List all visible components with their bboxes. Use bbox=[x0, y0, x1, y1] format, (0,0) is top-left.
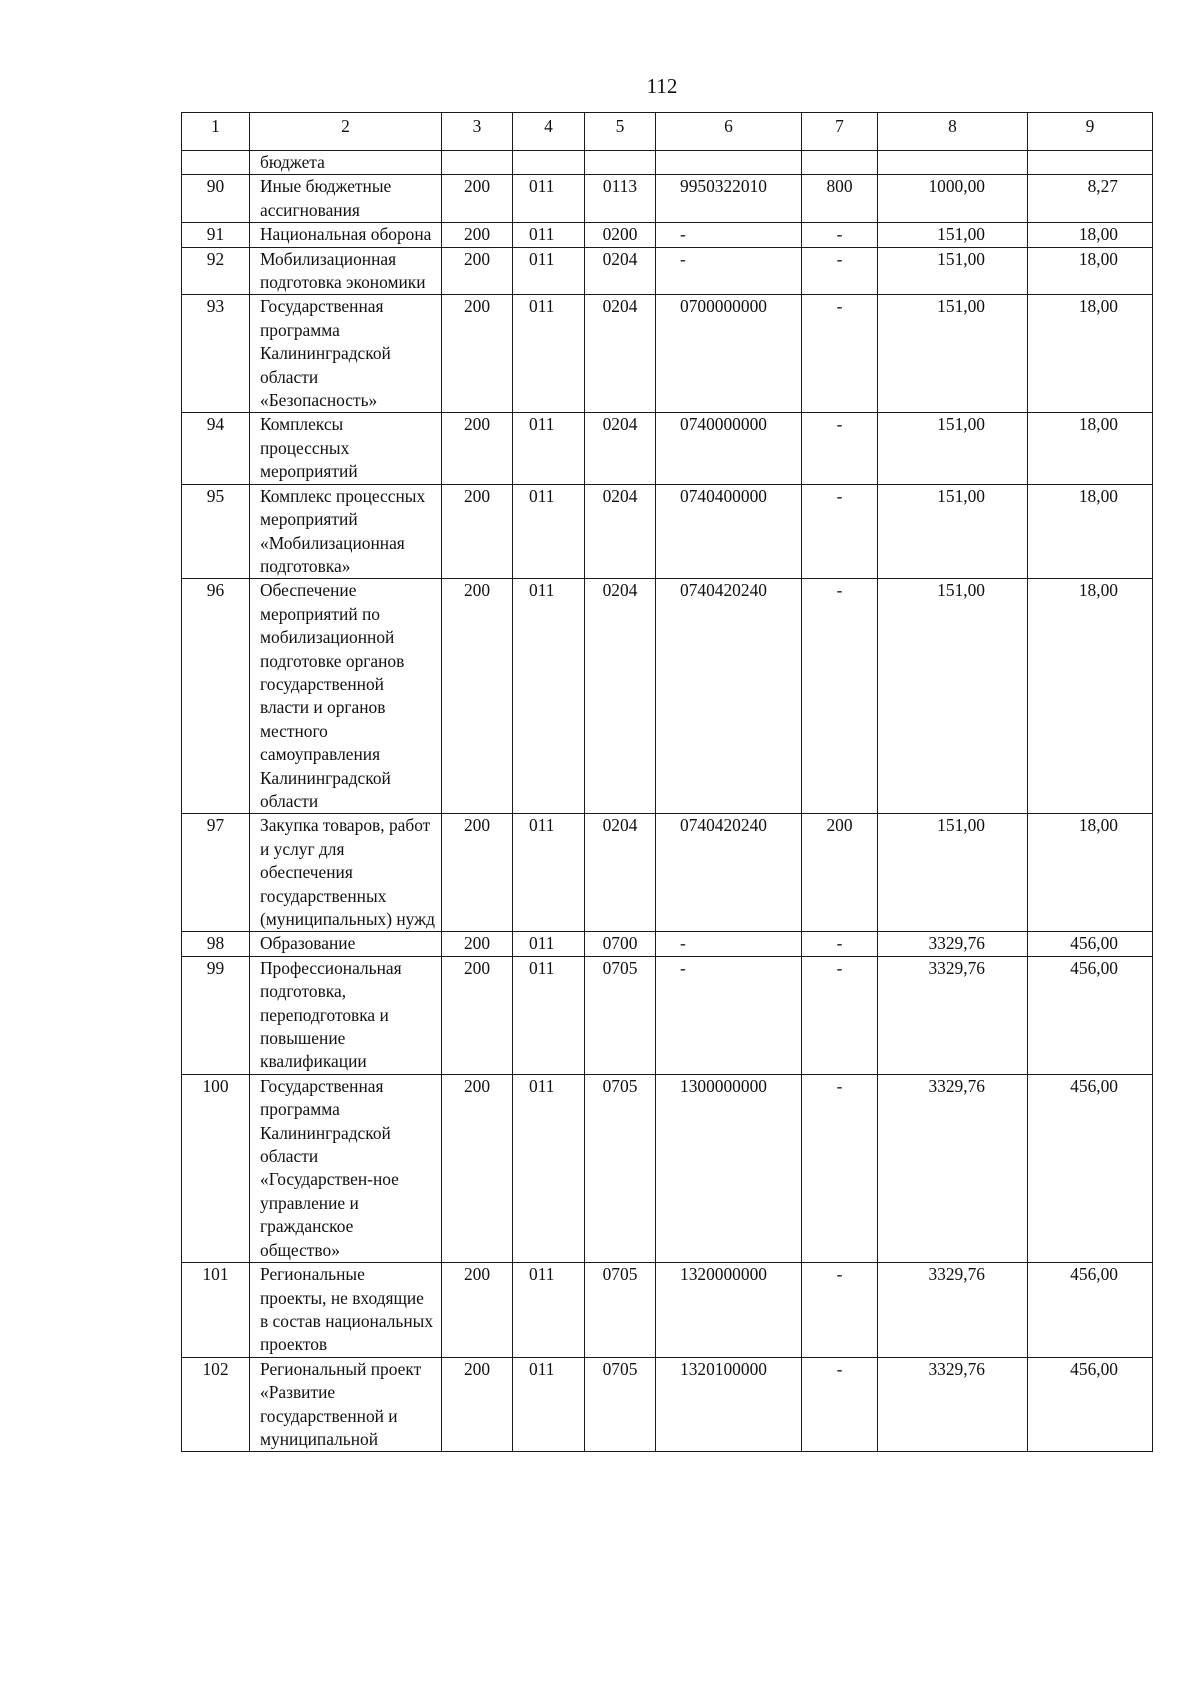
target-article-cell: 0740420240 bbox=[656, 579, 802, 814]
row-number-cell: 99 bbox=[182, 956, 250, 1074]
item-name-cell: Обеспечение мероприятий по мобилизационной подготовке органов государственной власти и органов местного самоуправления Калининградской области bbox=[250, 579, 442, 814]
header-cell-3: 3 bbox=[442, 113, 513, 151]
section-code-cell: 0204 bbox=[585, 413, 656, 484]
code-4-cell: 011 bbox=[513, 1074, 585, 1262]
row-number-cell: 98 bbox=[182, 932, 250, 956]
table-row bbox=[182, 413, 1153, 484]
amount-8-cell: 151,00 bbox=[878, 247, 1028, 295]
header-cell-1: 1 bbox=[182, 113, 250, 151]
amount-8-cell: 151,00 bbox=[878, 814, 1028, 932]
amount-9-cell: 18,00 bbox=[1028, 295, 1153, 413]
expense-type-cell: - bbox=[802, 413, 878, 484]
row-number-cell: 100 bbox=[182, 1074, 250, 1262]
expense-type-cell: - bbox=[802, 1074, 878, 1262]
table-row bbox=[182, 1357, 1153, 1452]
amount-9-cell: 18,00 bbox=[1028, 484, 1153, 579]
section-code-cell: 0113 bbox=[585, 175, 656, 223]
code-4-cell: 011 bbox=[513, 295, 585, 413]
table-row bbox=[182, 956, 1153, 1074]
code-4-cell: 011 bbox=[513, 932, 585, 956]
code-4-cell: 011 bbox=[513, 484, 585, 579]
expense-type-cell bbox=[802, 151, 878, 175]
amount-9-cell: 456,00 bbox=[1028, 1357, 1153, 1452]
table-row bbox=[182, 295, 1153, 413]
table-row bbox=[182, 175, 1153, 223]
expense-type-cell: - bbox=[802, 1357, 878, 1452]
code-4-cell: 011 bbox=[513, 175, 585, 223]
code-3-cell: 200 bbox=[442, 814, 513, 932]
section-code-cell: 0705 bbox=[585, 1263, 656, 1358]
amount-9-cell bbox=[1028, 151, 1153, 175]
code-3-cell: 200 bbox=[442, 579, 513, 814]
target-article-cell: - bbox=[656, 223, 802, 247]
budget-table bbox=[181, 112, 1153, 1452]
item-name-cell: Закупка товаров, работ и услуг для обеспечения государственных (муниципальных) нужд bbox=[250, 814, 442, 932]
expense-type-cell: - bbox=[802, 579, 878, 814]
expense-type-cell: - bbox=[802, 1263, 878, 1358]
amount-8-cell: 3329,76 bbox=[878, 1263, 1028, 1358]
item-name-cell: Мобилизационная подготовка экономики bbox=[250, 247, 442, 295]
expense-type-cell: - bbox=[802, 223, 878, 247]
section-code-cell: 0204 bbox=[585, 814, 656, 932]
code-3-cell: 200 bbox=[442, 956, 513, 1074]
item-name-cell: Национальная оборона bbox=[250, 223, 442, 247]
amount-8-cell: 151,00 bbox=[878, 413, 1028, 484]
amount-9-cell: 18,00 bbox=[1028, 814, 1153, 932]
amount-8-cell: 3329,76 bbox=[878, 1074, 1028, 1262]
target-article-cell: 0740400000 bbox=[656, 484, 802, 579]
item-name-cell: Комплексы процессных мероприятий bbox=[250, 413, 442, 484]
expense-type-cell: - bbox=[802, 295, 878, 413]
section-code-cell bbox=[585, 151, 656, 175]
item-name-cell: Региональные проекты, не входящие в состав национальных проектов bbox=[250, 1263, 442, 1358]
table-row bbox=[182, 223, 1153, 247]
expense-type-cell: 800 bbox=[802, 175, 878, 223]
target-article-cell: 1300000000 bbox=[656, 1074, 802, 1262]
code-3-cell: 200 bbox=[442, 413, 513, 484]
table-row bbox=[182, 484, 1153, 579]
code-4-cell: 011 bbox=[513, 579, 585, 814]
section-code-cell: 0705 bbox=[585, 1074, 656, 1262]
row-number-cell: 96 bbox=[182, 579, 250, 814]
page-number: 112 bbox=[646, 74, 678, 98]
section-code-cell: 0700 bbox=[585, 932, 656, 956]
code-3-cell: 200 bbox=[442, 175, 513, 223]
code-3-cell: 200 bbox=[442, 1074, 513, 1262]
table-row bbox=[182, 579, 1153, 814]
row-number-cell: 91 bbox=[182, 223, 250, 247]
amount-8-cell: 3329,76 bbox=[878, 956, 1028, 1074]
section-code-cell: 0705 bbox=[585, 956, 656, 1074]
target-article-cell: 1320100000 bbox=[656, 1357, 802, 1452]
table-row bbox=[182, 1074, 1153, 1262]
code-4-cell: 011 bbox=[513, 814, 585, 932]
target-article-cell: 9950322010 bbox=[656, 175, 802, 223]
amount-8-cell: 151,00 bbox=[878, 579, 1028, 814]
code-3-cell: 200 bbox=[442, 1263, 513, 1358]
code-3-cell: 200 bbox=[442, 932, 513, 956]
item-name-cell: Комплекс процессных мероприятий «Мобилизационная подготовка» bbox=[250, 484, 442, 579]
row-number-cell: 101 bbox=[182, 1263, 250, 1358]
item-name-cell: Иные бюджетные ассигнования bbox=[250, 175, 442, 223]
target-article-cell bbox=[656, 151, 802, 175]
amount-8-cell: 151,00 bbox=[878, 223, 1028, 247]
row-number-cell bbox=[182, 151, 250, 175]
target-article-cell: 0740000000 bbox=[656, 413, 802, 484]
header-cell-5: 5 bbox=[585, 113, 656, 151]
target-article-cell: - bbox=[656, 247, 802, 295]
row-number-cell: 93 bbox=[182, 295, 250, 413]
amount-9-cell: 456,00 bbox=[1028, 932, 1153, 956]
code-4-cell: 011 bbox=[513, 956, 585, 1074]
item-name-cell: Государственная программа Калининградской области «Безопасность» bbox=[250, 295, 442, 413]
header-row bbox=[182, 113, 1153, 151]
amount-9-cell: 18,00 bbox=[1028, 579, 1153, 814]
target-article-cell: - bbox=[656, 956, 802, 1074]
table-row bbox=[182, 247, 1153, 295]
row-number-cell: 90 bbox=[182, 175, 250, 223]
amount-8-cell: 151,00 bbox=[878, 484, 1028, 579]
item-name-cell: Региональный проект «Развитие государственной и муниципальной bbox=[250, 1357, 442, 1452]
amount-9-cell: 456,00 bbox=[1028, 1263, 1153, 1358]
row-number-cell: 95 bbox=[182, 484, 250, 579]
amount-9-cell: 456,00 bbox=[1028, 1074, 1153, 1262]
code-4-cell: 011 bbox=[513, 1357, 585, 1452]
header-cell-9: 9 bbox=[1028, 113, 1153, 151]
expense-type-cell: - bbox=[802, 484, 878, 579]
table-row bbox=[182, 814, 1153, 932]
code-4-cell: 011 bbox=[513, 413, 585, 484]
code-4-cell: 011 bbox=[513, 223, 585, 247]
amount-8-cell: 3329,76 bbox=[878, 932, 1028, 956]
amount-8-cell: 151,00 bbox=[878, 295, 1028, 413]
expense-type-cell: - bbox=[802, 932, 878, 956]
amount-8-cell: 1000,00 bbox=[878, 175, 1028, 223]
target-article-cell: 0740420240 bbox=[656, 814, 802, 932]
expense-type-cell: - bbox=[802, 956, 878, 1074]
header-cell-4: 4 bbox=[513, 113, 585, 151]
amount-8-cell bbox=[878, 151, 1028, 175]
section-code-cell: 0204 bbox=[585, 579, 656, 814]
amount-9-cell: 456,00 bbox=[1028, 956, 1153, 1074]
row-number-cell: 92 bbox=[182, 247, 250, 295]
item-name-cell: Образование bbox=[250, 932, 442, 956]
code-4-cell: 011 bbox=[513, 247, 585, 295]
table-row bbox=[182, 932, 1153, 956]
amount-9-cell: 18,00 bbox=[1028, 223, 1153, 247]
section-code-cell: 0204 bbox=[585, 484, 656, 579]
code-4-cell: 011 bbox=[513, 1263, 585, 1358]
section-code-cell: 0204 bbox=[585, 247, 656, 295]
header-cell-7: 7 bbox=[802, 113, 878, 151]
row-number-cell: 97 bbox=[182, 814, 250, 932]
item-name-cell: бюджета bbox=[250, 151, 442, 175]
table-row bbox=[182, 151, 1153, 175]
code-3-cell: 200 bbox=[442, 223, 513, 247]
expense-type-cell: 200 bbox=[802, 814, 878, 932]
section-code-cell: 0204 bbox=[585, 295, 656, 413]
table-row bbox=[182, 1263, 1153, 1358]
row-number-cell: 94 bbox=[182, 413, 250, 484]
code-3-cell: 200 bbox=[442, 1357, 513, 1452]
header-cell-6: 6 bbox=[656, 113, 802, 151]
target-article-cell: - bbox=[656, 932, 802, 956]
code-3-cell: 200 bbox=[442, 484, 513, 579]
section-code-cell: 0705 bbox=[585, 1357, 656, 1452]
item-name-cell: Государственная программа Калининградской области «Государствен-ное управление и гражданское общество» bbox=[250, 1074, 442, 1262]
amount-9-cell: 18,00 bbox=[1028, 413, 1153, 484]
header-cell-8: 8 bbox=[878, 113, 1028, 151]
item-name-cell: Профессиональная подготовка, переподготовка и повышение квалификации bbox=[250, 956, 442, 1074]
target-article-cell: 1320000000 bbox=[656, 1263, 802, 1358]
target-article-cell: 0700000000 bbox=[656, 295, 802, 413]
code-3-cell: 200 bbox=[442, 295, 513, 413]
amount-8-cell: 3329,76 bbox=[878, 1357, 1028, 1452]
amount-9-cell: 8,27 bbox=[1028, 175, 1153, 223]
amount-9-cell: 18,00 bbox=[1028, 247, 1153, 295]
code-4-cell bbox=[513, 151, 585, 175]
section-code-cell: 0200 bbox=[585, 223, 656, 247]
expense-type-cell: - bbox=[802, 247, 878, 295]
row-number-cell: 102 bbox=[182, 1357, 250, 1452]
header-cell-2: 2 bbox=[250, 113, 442, 151]
code-3-cell: 200 bbox=[442, 247, 513, 295]
code-3-cell bbox=[442, 151, 513, 175]
